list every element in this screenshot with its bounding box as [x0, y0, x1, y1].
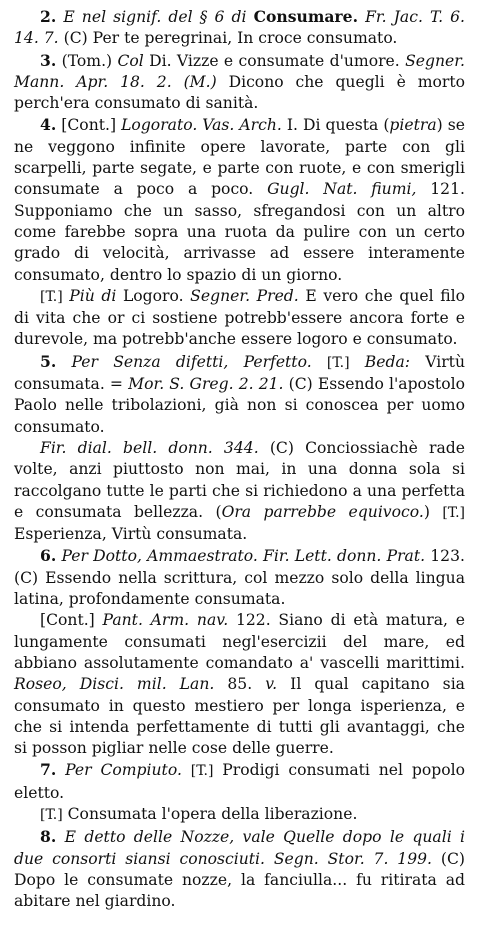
entry-6 — [14, 545, 465, 610]
citation-source: Mor. S. Greg. 2. 21. — [128, 375, 284, 394]
entry-6-sub — [14, 610, 465, 759]
citation-source: Beda: — [364, 352, 411, 371]
entry-2 — [14, 6, 465, 50]
citation-source: Fr. Jac. T. 6. 14. 7. — [14, 8, 465, 48]
entry-number: 7. — [40, 760, 57, 780]
source-tag: [T.] — [326, 354, 350, 371]
citation-text: (C) Essendo l'apostolo Paolo nelle tribolazioni, già non si conoscea per uomo consumato. — [14, 375, 465, 436]
citation-source: Roseo, Disci. mil. Lan. — [14, 675, 215, 694]
citation-source: Segner. Pred. — [190, 286, 299, 305]
entry-number: 3. — [40, 50, 57, 70]
source-tag: (Tom.) — [61, 51, 113, 70]
citation-source: v. — [265, 675, 278, 694]
citation-text: ) — [423, 502, 430, 521]
definition-text: Col — [117, 51, 144, 70]
headword-reference: Logoro. — [122, 286, 184, 305]
citation-text: Consumata l'opera della liberazione. — [67, 804, 358, 823]
citation-text: 122. Siano di età matura, e lungamente consumati negl'esercizii del mare, ed abbiano assolutamente comandato a' vascelli marittimi. — [14, 611, 465, 672]
entry-7-sub — [14, 804, 465, 826]
entry-4-sub — [14, 286, 465, 351]
entry-5 — [14, 351, 465, 438]
citation-text: (C) Per te peregrinai, In croce consumato. — [63, 29, 398, 48]
citation-text: Dicono che quegli è morto perch'era consumato di sanità. — [14, 72, 465, 113]
citation-text: I. Di questa ( — [286, 116, 390, 135]
citation-source: Gugl. Nat. fiumi, — [267, 180, 417, 199]
citation-text: Virtù consumata. = — [14, 352, 465, 394]
entry-number: 5. — [40, 351, 57, 371]
citation-source: Pant. Arm. nav. — [102, 611, 229, 630]
source-tag: [T.] — [190, 763, 214, 780]
entry-number: 2. — [40, 7, 57, 26]
editorial-note: Ora parrebbe equivoco. — [221, 502, 424, 521]
definition-text: E detto delle Nozze, vale Quelle dopo le quali i due consorti siansi conosciuti. Segn. Stor. 7. 199. — [14, 828, 465, 868]
citation-text: Di. Vizze e consumate d'umore. — [149, 51, 400, 70]
source-tag: [Cont.] — [61, 116, 117, 135]
citation-text: (C) Dopo le consumate nozze, la fanciulla... fu ritirata ad abitare nel giardino. — [14, 849, 465, 911]
definition-text: E nel signif. del § 6 di — [63, 8, 247, 26]
entry-number: 8. — [40, 827, 57, 847]
entry-7 — [14, 759, 465, 804]
citation-source: Logorato. Vas. Arch. — [121, 116, 282, 135]
entry-number: 6. — [40, 546, 57, 566]
definition-text: Più di — [69, 286, 117, 305]
citation-source: Segner. Mann. Apr. 18. 2. (M.) — [14, 51, 465, 91]
citation-text: 85. — [227, 675, 253, 694]
definition-text: Per Dotto, Ammaestrato. Fir. Lett. donn. Prat. — [61, 547, 426, 566]
citation-text: 123. (C) Essendo nella scrittura, col mezzo solo della lingua latina, profondamente consumata. — [14, 547, 465, 609]
citation-source: Fir. dial. bell. donn. 344. — [40, 438, 259, 457]
entry-5-sub — [14, 438, 465, 545]
definition-text: Per Compiuto. — [65, 761, 182, 780]
entry-4 — [14, 114, 465, 285]
source-tag: [Cont.] — [40, 611, 95, 630]
citation-text: Prodigi consumati nel popolo eletto. — [14, 761, 465, 802]
entry-8 — [14, 826, 465, 912]
citation-text: ) se ne veggono infinite opere lavorate, parte con gli scarpelli, parte segate, e parte con ruote, e con smerigli consumate a poco a poco. — [14, 116, 465, 199]
entry-3 — [14, 50, 465, 115]
source-tag: [T.] — [40, 806, 63, 823]
source-tag: [T.] — [442, 504, 465, 521]
entry-number: 4. — [40, 115, 57, 135]
citation-text: Esperienza, Virtù consumata. — [14, 525, 248, 544]
definition-text: Per Senza difetti, Perfetto. — [71, 352, 312, 371]
citation-text: E vero che quel filo di vita che or ci sostiene potrebb'essere ancora forte e durevole, ma potrebb'anche essere logoro e consumato. — [14, 286, 465, 349]
citation-text: 121. Supponiamo che un sasso, sfregandosi con un altro come farebbe sopra una ruota da pulire con un certo grado di velocità, arrivasse ad essere interamente consumato, dentro lo spazio di un giorno. — [14, 180, 465, 284]
citation-text: Il qual capitano sia consumato in questo mestiero per longa isperienza, e che si intenda perfettamente di tutti gli avantaggi, che si posson pigliar nelle cose delle guerre. — [14, 675, 465, 758]
gloss-text: pietra — [389, 116, 437, 135]
source-tag: [T.] — [40, 288, 63, 305]
headword-reference: Consumare. — [253, 7, 358, 26]
citation-text: (C) Conciossiachè rade volte, anzi piuttosto non mai, in una donna sola si raccolgano tutte le parti che si richiedono a una perfetta e consumata bellezza. ( — [14, 438, 465, 521]
